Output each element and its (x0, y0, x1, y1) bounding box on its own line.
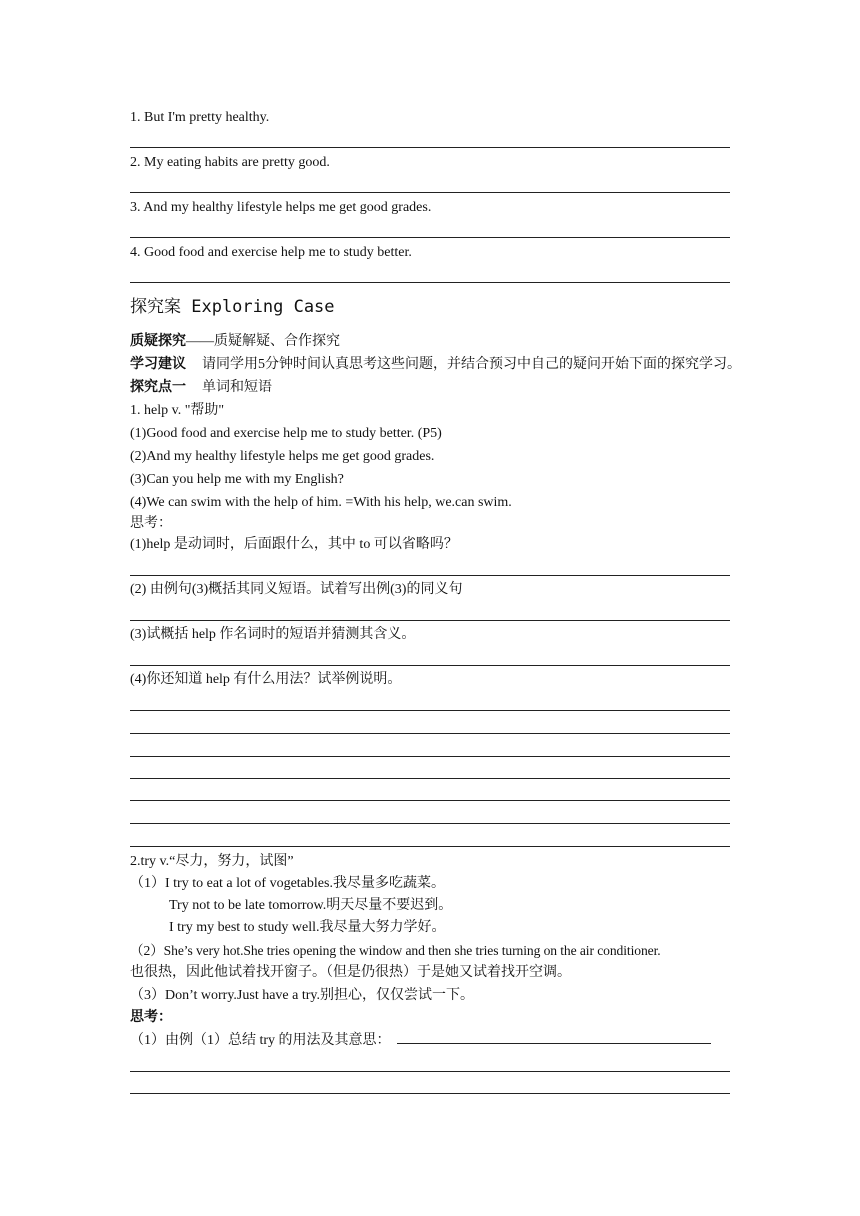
answer-line (130, 665, 730, 666)
inquiry-line (130, 333, 730, 351)
answer-blank (397, 1031, 711, 1044)
suggestion-line (130, 356, 741, 374)
answer-line (130, 147, 730, 148)
preview-sentence-4: 4. Good food and exercise help me to study better. (130, 245, 412, 260)
answer-line (130, 575, 730, 576)
help-example-3: (3)Can you help me with my English? (130, 472, 344, 487)
answer-line (130, 823, 730, 824)
try-question-1 (130, 1031, 730, 1050)
suggestion-text: 请同学用5分钟时间认真思考这些问题，并结合预习中自己的疑问开始下面的探究学习。 (202, 357, 741, 372)
answer-line (130, 282, 730, 283)
help-question-2: (2) 由例句(3)概括其同义短语。试着写出例(3)的同义句 (130, 582, 463, 597)
answer-line (130, 733, 730, 734)
think-label: 思考： (130, 516, 172, 531)
try-example-1b: Try not to be late tomorrow.明天尽量不要迟到。 (169, 898, 453, 913)
help-title: 1. help v. "帮助" (130, 403, 225, 418)
help-example-4: (4)We can swim with the help of him. =With his help, we.can swim. (130, 495, 512, 510)
preview-sentence-1: 1. But I'm pretty healthy. (130, 110, 270, 125)
try-example-2-translation: 也很热，因此他试着找开窗子。（但是仍很热）于是她又试着找开空调。 (130, 965, 571, 980)
help-question-3: (3)试概括 help 作名词时的短语并猜测其含义。 (130, 627, 416, 642)
point-text: 单词和短语 (202, 380, 272, 395)
answer-line (130, 756, 730, 757)
answer-line (130, 192, 730, 193)
help-example-2: (2)And my healthy lifestyle helps me get good grades. (130, 449, 435, 464)
answer-line (130, 237, 730, 238)
point-label: 探究点一 (130, 380, 186, 395)
answer-line (130, 800, 730, 801)
answer-line (130, 710, 730, 711)
section-title: 探究案 Exploring Case (130, 297, 335, 317)
inquiry-label: 质疑探究 (130, 334, 186, 349)
help-question-1: (1)help 是动词时，后面跟什么，其中 to 可以省略吗？ (130, 537, 458, 552)
preview-sentence-3: 3. And my healthy lifestyle helps me get good grades. (130, 200, 432, 215)
try-title: 2.try v.“尽力，努力，试图” (130, 854, 294, 869)
point-line (130, 379, 730, 397)
preview-sentence-2: 2. My eating habits are pretty good. (130, 155, 330, 170)
try-example-1c: I try my best to study well.我尽量大努力学好。 (169, 920, 446, 935)
try-example-3: （3）Don’t worry.Just have a try.别担心，仅仅尝试一下。 (130, 988, 475, 1003)
try-example-2: （2）She’s very hot.She tries opening the window and then she tries turning on the air conditioner. (130, 943, 661, 958)
help-example-1: (1)Good food and exercise help me to study better. (P5) (130, 426, 442, 441)
answer-line (130, 846, 730, 847)
suggestion-label: 学习建议 (130, 357, 186, 372)
try-example-1: （1）I try to eat a lot of vogetables.我尽量多吃蔬菜。 (130, 876, 445, 891)
answer-line (130, 620, 730, 621)
think-label: 思考： (130, 1010, 172, 1025)
answer-line (130, 1093, 730, 1094)
answer-line (130, 778, 730, 779)
help-question-4: (4)你还知道 help 有什么用法？试举例说明。 (130, 672, 402, 687)
inquiry-text: ——质疑解疑、合作探究 (186, 334, 340, 349)
answer-line (130, 1071, 730, 1072)
try-question-1-text: （1）由例（1）总结 try 的用法及其意思： (130, 1033, 391, 1048)
